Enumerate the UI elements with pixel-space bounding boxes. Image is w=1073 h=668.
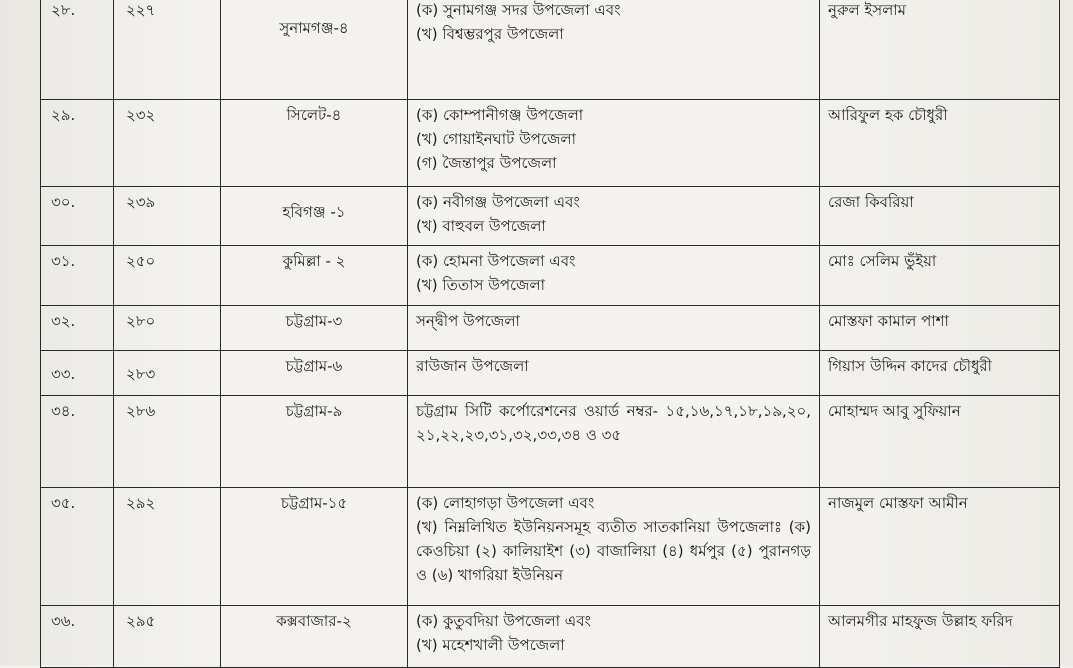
serial-cell: ৩৫.: [41, 488, 114, 606]
seat-number-cell: ২৩৯: [114, 187, 221, 246]
seat-number-cell: ২৩২: [114, 100, 221, 187]
seat-number-cell: ২২৭: [114, 0, 221, 100]
area-line: (ক) লোহাগড়া উপজেলা এবং: [416, 494, 595, 512]
serial-cell: ৩৬.: [41, 606, 114, 668]
table-row: [41, 187, 1060, 246]
area-cell: [408, 306, 820, 351]
area-line: (ক) কোম্পানীগঞ্জ উপজেলা: [416, 106, 584, 124]
serial-cell: ২৮.: [41, 0, 114, 100]
serial-cell: ৩১.: [41, 246, 114, 306]
constituency-name-cell: চট্টগ্রাম-৩: [221, 306, 408, 351]
constituency-name-cell: সুনামগঞ্জ-৪: [221, 0, 408, 100]
area-line: (খ) গোয়াইনঘাট উপজেলা: [416, 130, 576, 148]
table-row: [41, 488, 1060, 606]
table-row: [41, 246, 1060, 306]
area-line: (ক) হোমনা উপজেলা এবং: [416, 252, 576, 270]
area-cell: [408, 187, 820, 246]
constituency-name-cell: সিলেট-৪: [221, 100, 408, 187]
member-name-cell: রেজা কিবরিয়া: [820, 187, 1060, 246]
area-paragraph: চট্টগ্রাম সিটি কর্পোরেশনের ওয়ার্ড নম্বর- ১৫,১৬,১৭,১৮,১৯,২০, ২১,২২,২৩,৩১,৩২,৩৩,৩৪ ও ৩৫: [416, 402, 811, 444]
constituency-table: [40, 0, 1060, 668]
constituency-name-cell: হবিগঞ্জ -১: [221, 187, 408, 246]
serial-cell: ২৯.: [41, 100, 114, 187]
constituency-name-cell: চট্টগ্রাম-৬: [221, 351, 408, 396]
seat-number-cell: ২৮৬: [114, 396, 221, 488]
table-row: [41, 306, 1060, 351]
constituency-name-cell: চট্টগ্রাম-১৫: [221, 488, 408, 606]
constituency-name-cell: কক্সবাজার-২: [221, 606, 408, 668]
table-row: [41, 351, 1060, 396]
area-line: (খ) বিশ্বম্ভরপুর উপজেলা: [416, 25, 564, 43]
serial-cell: ৩২.: [41, 306, 114, 351]
member-name-cell: মোস্তফা কামাল পাশা: [820, 306, 1060, 351]
area-line: (খ) বাহুবল উপজেলা: [416, 217, 546, 235]
member-name-cell: মোহাম্মদ আবু সুফিয়ান: [820, 396, 1060, 488]
constituency-name-cell: কুমিল্লা - ২: [221, 246, 408, 306]
serial-cell: ৩৩.: [41, 351, 114, 396]
area-cell: [408, 606, 820, 668]
area-paragraph: (খ) নিম্নলিখিত ইউনিয়নসমূহ ব্যতীত সাতকানিয়া উপজেলাঃ (ক) কেওচিয়া (২) কালিয়াইশ (৩) বাজালিয়া (৪) ধর্মপুর (৫) পুরানগড় ও (৬) খাগরিয়া ইউনিয়ন: [416, 518, 811, 584]
area-cell: [408, 351, 820, 396]
serial-cell: ৩০.: [41, 187, 114, 246]
area-line: (ক) কুতুবদিয়া উপজেলা এবং: [416, 612, 592, 630]
member-name-cell: নাজমুল মোস্তফা আমীন: [820, 488, 1060, 606]
seat-number-cell: ২৯৫: [114, 606, 221, 668]
area-cell: [408, 488, 820, 606]
constituency-name-cell: চট্টগ্রাম-৯: [221, 396, 408, 488]
member-name-cell: আলমগীর মাহফুজ উল্লাহ ফরিদ: [820, 606, 1060, 668]
serial-cell: ৩৪.: [41, 396, 114, 488]
table-row: [41, 100, 1060, 187]
member-name-cell: আরিফুল হক চৌধুরী: [820, 100, 1060, 187]
area-line: (খ) তিতাস উপজেলা: [416, 276, 545, 294]
area-cell: [408, 246, 820, 306]
seat-number-cell: ২৮৩: [114, 351, 221, 396]
seat-number-cell: ২৫০: [114, 246, 221, 306]
area-line: (ক) নবীগঞ্জ উপজেলা এবং: [416, 193, 580, 211]
seat-number-cell: ২৮০: [114, 306, 221, 351]
member-name-cell: গিয়াস উদ্দিন কাদের চৌধুরী: [820, 351, 1060, 396]
area-cell: [408, 396, 820, 488]
area-line: (খ) মহেশখালী উপজেলা: [416, 636, 565, 654]
table-row: [41, 606, 1060, 668]
table-row: [41, 396, 1060, 488]
area-line: সন্দ্বীপ উপজেলা: [416, 312, 520, 330]
member-name-cell: মোঃ সেলিম ভুঁইয়া: [820, 246, 1060, 306]
table-row: [41, 0, 1060, 100]
area-line: রাউজান উপজেলা: [416, 357, 529, 375]
area-cell: [408, 0, 820, 100]
seat-number-cell: ২৯২: [114, 488, 221, 606]
area-line: (ক) সুনামগঞ্জ সদর উপজেলা এবং: [416, 1, 621, 19]
member-name-cell: নুরুল ইসলাম: [820, 0, 1060, 100]
area-cell: [408, 100, 820, 187]
area-line: (গ) জৈন্তাপুর উপজেলা: [416, 154, 557, 172]
